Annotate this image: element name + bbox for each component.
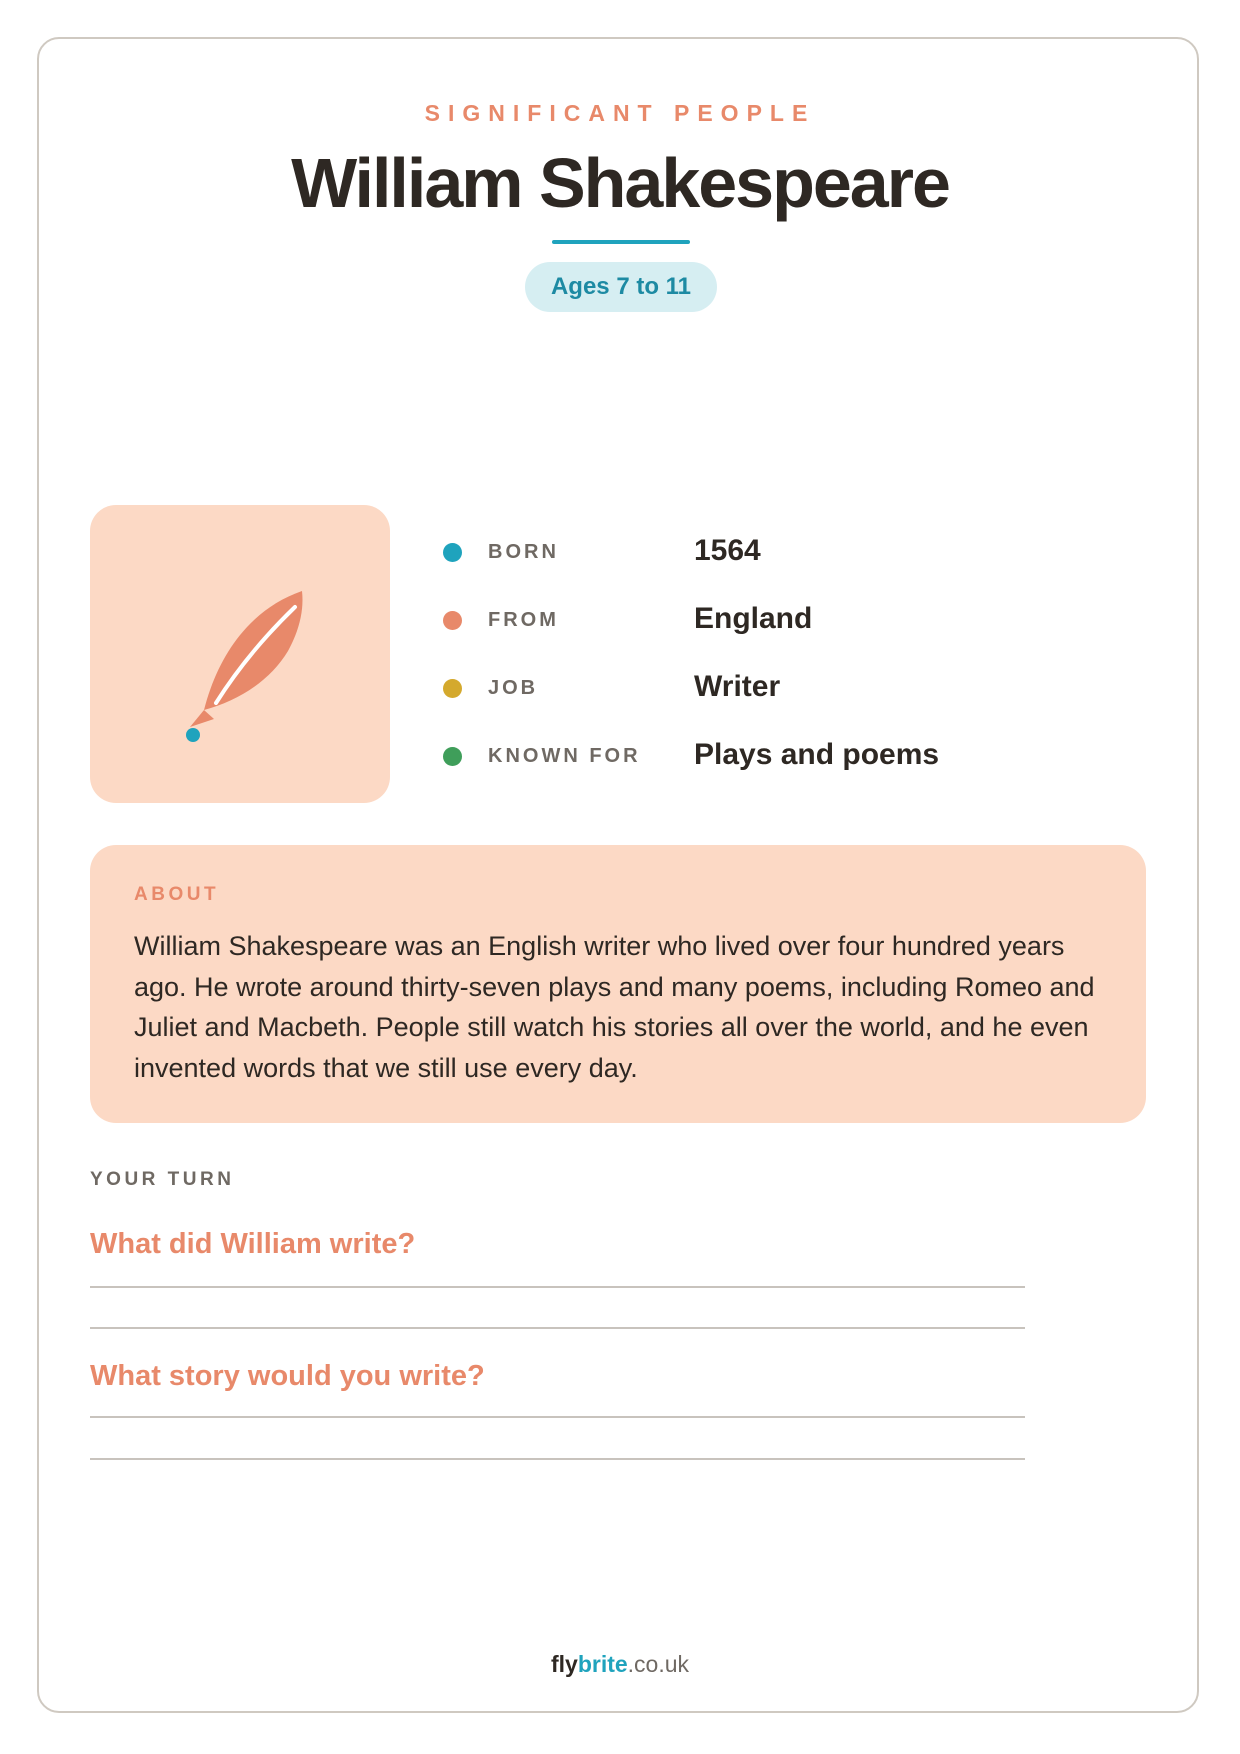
fact-value: Plays and poems xyxy=(694,738,940,771)
age-badge: Ages 7 to 11 xyxy=(525,262,717,312)
portrait-icon-box xyxy=(90,505,390,803)
question-1: What did William write? xyxy=(90,1228,416,1260)
fact-value: 1564 xyxy=(694,534,761,567)
bullet-dot-icon xyxy=(443,679,462,698)
brand-domain: .co.uk xyxy=(627,1651,690,1677)
fact-value: Writer xyxy=(694,670,781,703)
answer-line[interactable] xyxy=(90,1286,1025,1288)
fact-label: JOB xyxy=(488,677,539,699)
your-turn-heading: YOUR TURN xyxy=(90,1169,235,1190)
fact-row-job xyxy=(440,668,1000,708)
about-heading: ABOUT xyxy=(134,884,220,905)
page-eyebrow: SIGNIFICANT PEOPLE xyxy=(424,100,816,126)
fact-row-from xyxy=(440,600,1000,640)
bullet-dot-icon xyxy=(443,611,462,630)
page-title: William Shakespeare xyxy=(291,144,949,222)
fact-label: KNOWN FOR xyxy=(488,745,641,767)
bullet-dot-icon xyxy=(443,747,462,766)
quill-pen-icon xyxy=(90,505,390,803)
answer-line[interactable] xyxy=(90,1327,1025,1329)
footer-brand xyxy=(0,1651,1240,1678)
answer-line[interactable] xyxy=(90,1458,1025,1460)
fact-row-known-for xyxy=(440,736,1000,776)
about-text: William Shakespeare was an English writer who lived over four hundred years ago. He wrote around thirty-seven plays and many poems, including Romeo and Juliet and Macbeth. People still watch his stories all over the world, and he even invented words that we still use every day. xyxy=(134,931,1095,1083)
fact-value: England xyxy=(694,602,813,635)
answer-line[interactable] xyxy=(90,1416,1025,1418)
fact-label: BORN xyxy=(488,541,559,563)
brand-part-brite: brite xyxy=(577,1651,628,1677)
brand-part-fly: fly xyxy=(550,1651,578,1677)
title-underline xyxy=(552,240,690,244)
question-2: What story would you write? xyxy=(90,1360,485,1392)
about-card xyxy=(90,845,1146,1123)
fact-row-born xyxy=(440,532,1000,572)
fact-label: FROM xyxy=(488,609,559,631)
bullet-dot-icon xyxy=(443,543,462,562)
